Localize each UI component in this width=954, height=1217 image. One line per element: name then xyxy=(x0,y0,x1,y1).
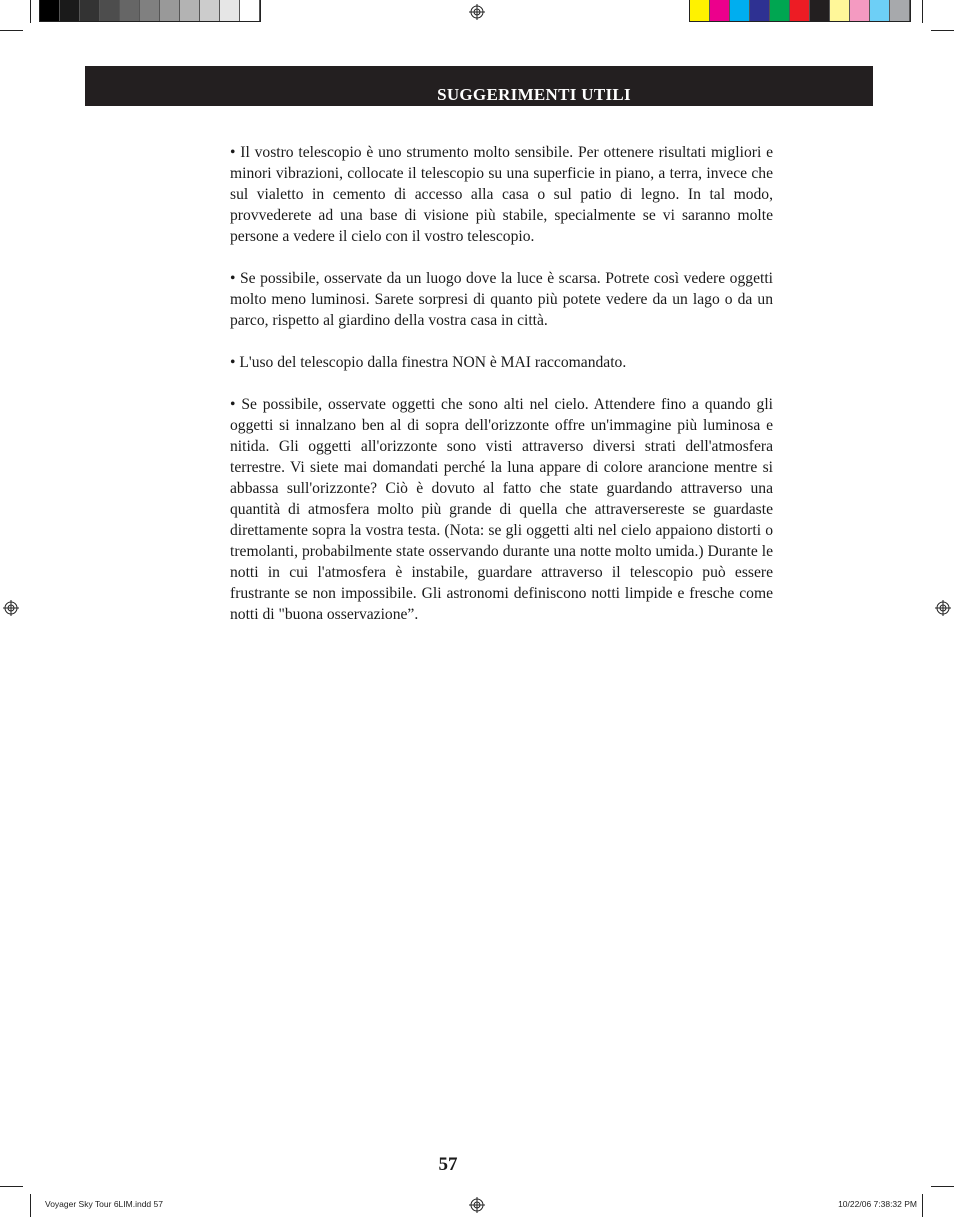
crop-mark-top-right-h xyxy=(931,30,954,31)
color-swatch xyxy=(790,0,810,21)
slug-file-info: Voyager Sky Tour 6LIM.indd 57 xyxy=(45,1199,163,1209)
page-number: 57 xyxy=(438,1154,458,1175)
grayscale-swatch xyxy=(140,0,160,21)
color-swatch xyxy=(690,0,710,21)
grayscale-swatch xyxy=(40,0,60,21)
crop-mark-top-right-v xyxy=(922,0,923,23)
crop-mark-bottom-left-h xyxy=(0,1186,23,1187)
grayscale-bar xyxy=(39,0,261,22)
grayscale-swatch xyxy=(80,0,100,21)
color-swatch xyxy=(730,0,750,21)
grayscale-swatch xyxy=(100,0,120,21)
grayscale-swatch xyxy=(160,0,180,21)
color-swatch xyxy=(870,0,890,21)
tip-paragraph: • Se possibile, osservate oggetti che sono alti nel cielo. Attendere fino a quando gli oggetti si innalzano ben al di sopra dell'orizzonte offre un'immagine più luminosa e nitida. Gli oggetti all'orizzonte sono visti attraverso diversi strati dell'atmosfera terrestre. Vi siete mai domandati perché la luna appare di colore arancione mentre si abbassa sull'orizzonte? Ciò è dovuto al fatto che state guardando attraverso una quantità di atmosfera molto più grande di quella che attraversereste se guardaste direttamente sopra la vostra testa. (Nota: se gli oggetti alti nel cielo appaiono distorti o tremolanti, probabilmente state osservando durante una notte molto umida.) Durante le notti in cui l'atmosfera è instabile, guardare attraverso il telescopio può essere frustrante se non impossibile. Gli astronomi definiscono notti limpide e fresche come notti di "buona osservazione”. xyxy=(230,396,773,623)
section-title: SUGGERIMENTI UTILI xyxy=(437,85,631,104)
color-swatch xyxy=(710,0,730,21)
registration-mark-icon xyxy=(3,600,19,616)
color-bar xyxy=(689,0,911,22)
registration-mark-icon xyxy=(469,1197,485,1213)
registration-mark-icon xyxy=(935,600,951,616)
color-swatch xyxy=(830,0,850,21)
section-header-bar xyxy=(85,66,873,106)
tip-paragraph: • Se possibile, osservate da un luogo dove la luce è scarsa. Potrete così vedere oggetti molto meno luminosi. Sarete sorpresi di quanto più potete vedere da un lago o da un parco, rispetto al giardino della vostra casa in città. xyxy=(230,270,773,329)
tips-content xyxy=(230,142,773,646)
crop-mark-bottom-left-v xyxy=(30,1194,31,1217)
color-swatch xyxy=(890,0,910,21)
crop-mark-bottom-right-v xyxy=(922,1194,923,1217)
crop-mark-top-left-h xyxy=(0,30,23,31)
color-swatch xyxy=(850,0,870,21)
registration-mark-icon xyxy=(469,4,485,20)
crop-mark-top-left-v xyxy=(30,0,31,23)
grayscale-swatch xyxy=(220,0,240,21)
color-swatch xyxy=(770,0,790,21)
slug-timestamp: 10/22/06 7:38:32 PM xyxy=(838,1199,917,1209)
grayscale-swatch xyxy=(180,0,200,21)
tip-paragraph: • Il vostro telescopio è uno strumento molto sensibile. Per ottenere risultati migliori e minori vibrazioni, collocate il telescopio su una superficie in piano, a terra, invece che sul vialetto in cemento di accesso alla casa o sul patio di legno. In tal modo, provvederete ad una base di visione più stabile, specialmente se vi saranno molte persone a vedere il cielo con il vostro telescopio. xyxy=(230,144,773,245)
crop-mark-bottom-right-h xyxy=(931,1186,954,1187)
color-swatch xyxy=(810,0,830,21)
grayscale-swatch xyxy=(60,0,80,21)
tip-paragraph: • L'uso del telescopio dalla finestra NON è MAI raccomandato. xyxy=(230,354,627,371)
color-swatch xyxy=(750,0,770,21)
grayscale-swatch xyxy=(200,0,220,21)
grayscale-swatch xyxy=(120,0,140,21)
grayscale-swatch xyxy=(240,0,260,21)
